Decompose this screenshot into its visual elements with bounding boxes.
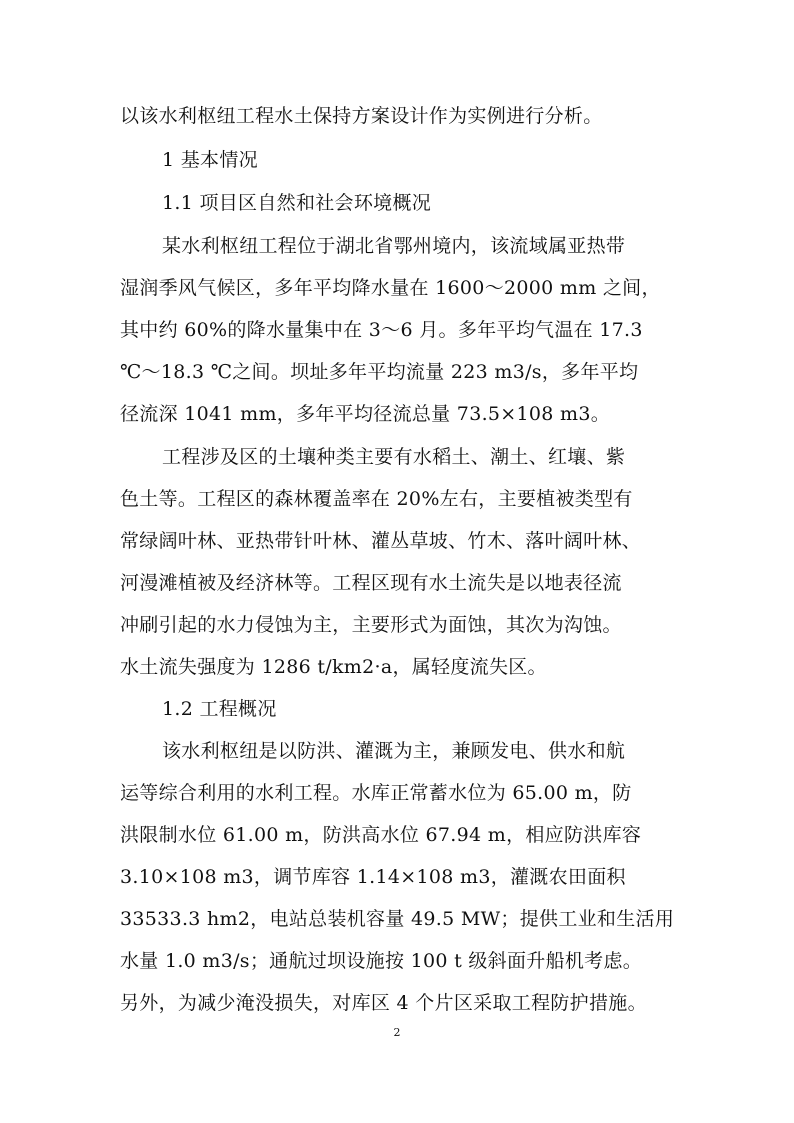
text-line: 33533.3 hm2，电站总装机容量 49.5 MW；提供工业和生活用: [120, 908, 675, 930]
text-line: 径流深 1041 mm，多年平均径流总量 73.5×108 m3。: [120, 403, 611, 425]
text-line: 水土流失强度为 1286 t/km2·a，属轻度流失区。: [120, 656, 547, 678]
text-line: 色土等。工程区的森林覆盖率在 20%左右，主要植被类型有: [120, 488, 633, 510]
text-line: 该水利枢纽是以防洪、灌溉为主，兼顾发电、供水和航: [162, 740, 626, 762]
text-line: 运等综合利用的水利工程。水库正常蓄水位为 65.00 m，防: [120, 782, 632, 804]
subsection-heading: 1.1 项目区自然和社会环境概况: [162, 192, 432, 214]
text-line: 水量 1.0 m3/s；通航过坝设施按 100 t 级斜面升船机考虑。: [120, 950, 643, 972]
text-line: 常绿阔叶林、亚热带针叶林、灌丛草坡、竹木、落叶阔叶林、: [120, 530, 642, 552]
text-line: 另外，为减少淹没损失，对库区 4 个片区采取工程防护措施。: [120, 992, 647, 1014]
text-line: ℃～18.3 ℃之间。坝址多年平均流量 223 m3/s，多年平均: [120, 361, 639, 383]
text-line: 河漫滩植被及经济林等。工程区现有水土流失是以地表径流: [120, 572, 622, 594]
text-line: 3.10×108 m3，调节库容 1.14×108 m3，灌溉农田面积: [120, 866, 626, 888]
text-line: 工程涉及区的土壤种类主要有水稻土、潮土、红壤、紫: [162, 446, 626, 468]
page-number: 2: [393, 1026, 401, 1039]
subsection-heading: 1.2 工程概况: [162, 698, 277, 720]
text-line: 以该水利枢纽工程水土保持方案设计作为实例进行分析。: [120, 105, 603, 127]
text-line: 洪限制水位 61.00 m，防洪高水位 67.94 m，相应防洪库容: [120, 824, 642, 846]
text-line: 湿润季风气候区，多年平均降水量在 1600～2000 mm 之间，: [120, 277, 661, 299]
text-line: 其中约 60%的降水量集中在 3～6 月。多年平均气温在 17.3: [120, 319, 643, 341]
text-line: 冲刷引起的水力侵蚀为主，主要形式为面蚀，其次为沟蚀。: [120, 614, 622, 636]
section-heading: 1 基本情况: [162, 149, 258, 171]
text-line: 某水利枢纽工程位于湖北省鄂州境内，该流域属亚热带: [162, 235, 626, 257]
